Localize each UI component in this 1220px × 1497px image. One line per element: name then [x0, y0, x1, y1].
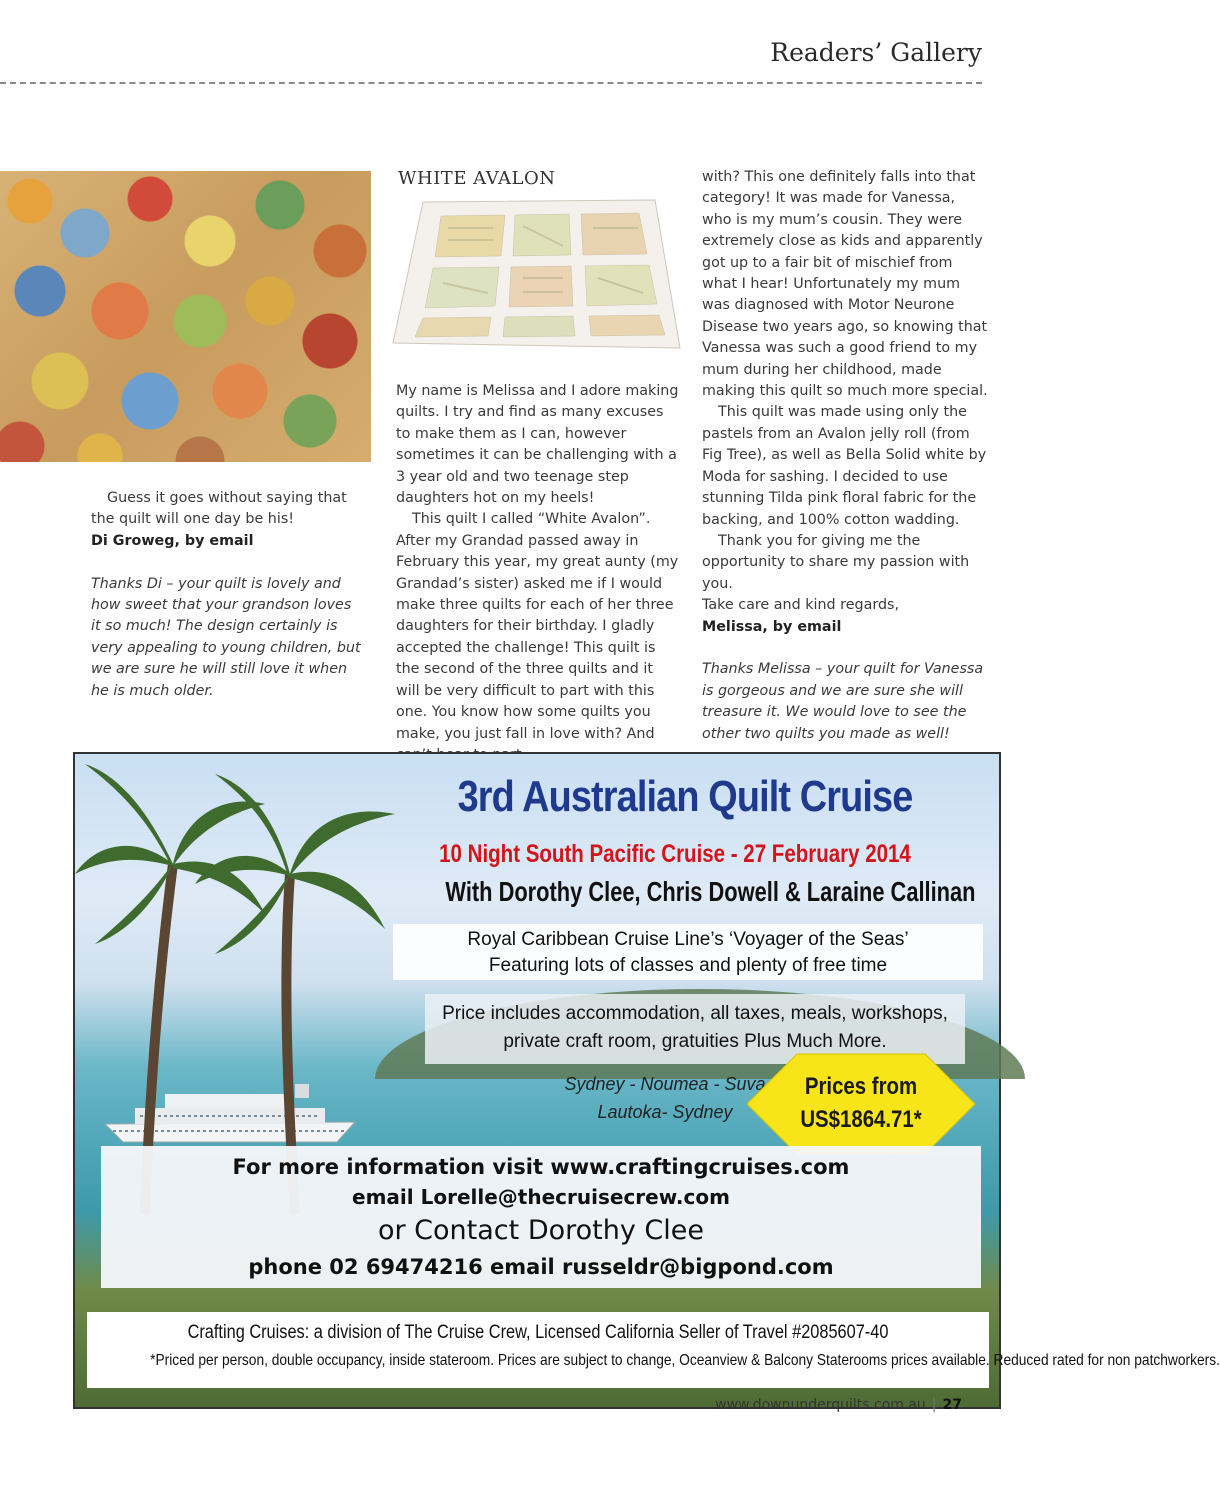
- page-footer: [715, 1397, 962, 1413]
- ad-fineprint-box: [87, 1312, 1220, 1388]
- footer-separator: |: [931, 1397, 937, 1413]
- cruise-advertisement: [73, 752, 1220, 1409]
- price-line-2: US$1864.71*: [800, 1106, 922, 1133]
- left-paragraph: Guess it goes without saying that the quilt will one day be his!: [91, 490, 347, 528]
- editor-reply-right: Thanks Melissa – your quilt for Vanessa is gorgeous and we are sure she will treasure it. We would love to see the other two quilts you made as well!: [702, 661, 984, 742]
- middle-column: [396, 381, 680, 766]
- section-title: Readers’ Gallery: [770, 38, 982, 67]
- quilt-photo-circles: [0, 171, 371, 462]
- page-number: 27: [942, 1397, 962, 1413]
- right-paragraph-3: Thank you for giving me the opportunity to share my passion with you.: [702, 532, 970, 592]
- left-column: [91, 488, 361, 702]
- info-contact: or Contact Dorothy Clee: [377, 1215, 704, 1246]
- route: [555, 1070, 775, 1126]
- ad-subtitle: 10 Night South Pacific Cruise - 27 February 2014: [439, 840, 911, 868]
- price-line-1: Prices from: [804, 1073, 918, 1100]
- right-paragraph-1: with? This one definitely falls into that category! It was made for Vanessa, who is my mum’s cousin. They were extremely close as kids and apparently got up to a fair bit of mischief from what I hear! Unfortunately my mum was diagnosed with Motor Neurone Disease two years ago, so knowing that Vanessa was such a good friend to my mum during her childhood, made making this quilt so much more special.: [702, 169, 988, 400]
- ad-title: 3rd Australian Quilt Cruise: [457, 772, 913, 821]
- footer-website: www.downunderquilts.com.au: [715, 1397, 926, 1413]
- info-phone: phone 02 69474216 email russeldr@bigpond.com: [248, 1255, 834, 1279]
- includes-line-2: private craft room, gratuities Plus Much More.: [503, 1031, 887, 1052]
- palm-trees-icon: [75, 754, 405, 1214]
- left-signature: Di Groweg, by email: [91, 532, 254, 549]
- includes-line-1: Price includes accommodation, all taxes, meals, workshops,: [442, 1003, 948, 1024]
- ship-line-2: Featuring lots of classes and plenty of free time: [488, 955, 888, 976]
- middle-paragraph-2: This quilt I called “White Avalon”. After my Grandad passed away in February this year, my great aunty (my Grandad’s sister) asked me if I would make three quilts for each of her three daughters for their birthday. I gladly accepted the challenge! This quilt is the second of the three quilts and it will be very difficult to part with this one. You know how some quilts you make, you just fall in love with? And: [396, 511, 679, 742]
- right-signature: Melissa, by email: [702, 618, 842, 635]
- info-email: email Lorelle@thecruisecrew.com: [352, 1185, 730, 1209]
- right-paragraph-2: This quilt was made using only the pastels from an Avalon jelly roll (from Fig Tree), as well as Bella Solid white by Moda for sashing. I decided to use stunning Tilda pink floral fabric for the backing, and 100% cotton wadding.: [702, 404, 987, 528]
- header-divider: [0, 82, 982, 84]
- route-line-2: Lautoka- Sydney: [597, 1102, 733, 1122]
- article-heading: WHITE AVALON: [398, 168, 556, 189]
- ship-line-1: Royal Caribbean Cruise Line’s ‘Voyager of the Seas’: [467, 929, 909, 950]
- price-callout: [764, 1070, 958, 1136]
- route-line-1: Sydney - Noumea - Suva: [564, 1074, 766, 1094]
- fineprint-line-1: Crafting Cruises: a division of The Cruise Crew, Licensed California Seller of Travel #2085607-40: [187, 1322, 889, 1343]
- contact-info-box: [101, 1146, 981, 1288]
- quilt-photo-white-avalon: [393, 198, 681, 354]
- info-website: For more information visit www.craftingcruises.com: [232, 1155, 850, 1179]
- ship-info-box: [393, 924, 983, 980]
- ad-hosts: With Dorothy Clee, Chris Dowell & Laraine Callinan: [445, 876, 976, 907]
- middle-paragraph-1: My name is Melissa and I adore making quilts. I try and find as many excuses to make them as I can, however sometimes it can be challenging with a 3 year old and two teenage step daughters hot on my heels!: [396, 383, 679, 507]
- editor-reply-left: Thanks Di – your quilt is lovely and how sweet that your grandson loves it so much! The design certainly is very appealing to young children, but we are sure he will still love it when he is much older.: [91, 575, 361, 699]
- right-column: [702, 167, 988, 745]
- right-paragraph-4: Take care and kind regards,: [702, 597, 900, 614]
- fineprint-line-2: *Priced per person, double occupancy, inside stateroom. Prices are subject to change, Oceanview & Balcony Staterooms prices available. Reduced rated for non patchworkers.: [150, 1352, 1220, 1369]
